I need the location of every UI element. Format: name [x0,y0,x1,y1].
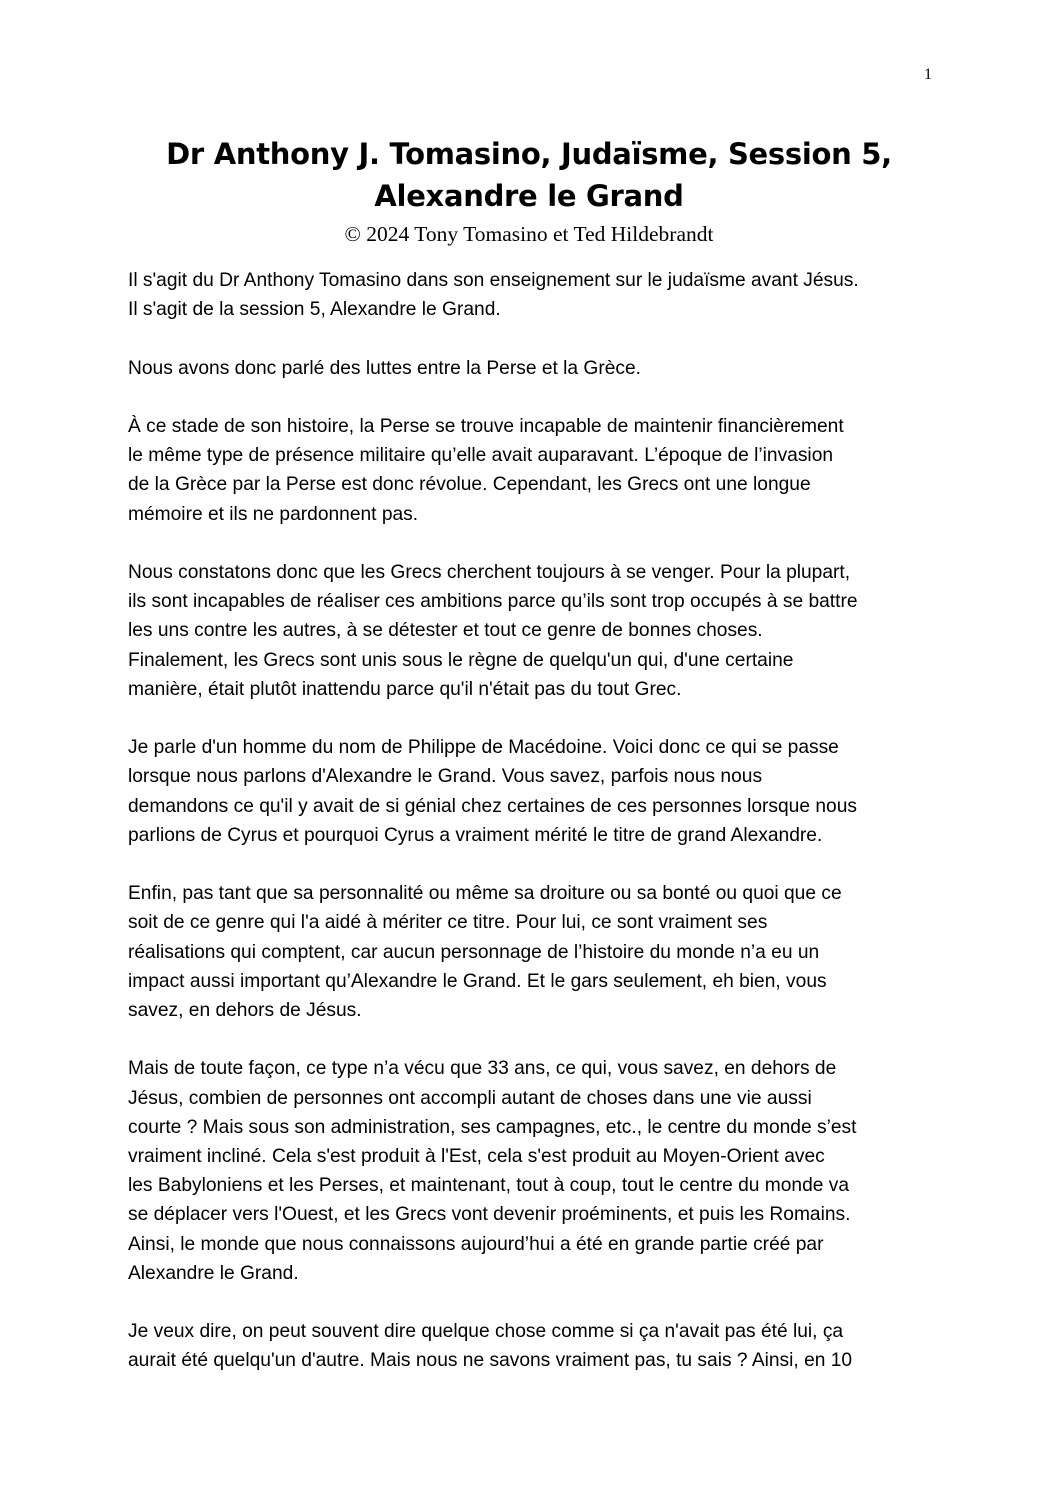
document-body [128,266,934,1405]
paragraph: Je parle d'un homme du nom de Philippe de Macédoine. Voici donc ce qui se passe lorsque nous parlons d'Alexandre le Grand. Vous savez, parfois nous nous demandons ce qu'il y avait de si génial chez certaines de ces personnes lorsque nous parlions de Cyrus et pourquoi Cyrus a vraiment mérité le titre de grand Alexandre. [128,737,857,846]
paragraph: Nous avons donc parlé des luttes entre la Perse et la Grèce. [128,357,642,379]
paragraph: Enfin, pas tant que sa personnalité ou même sa droiture ou sa bonté ou quoi que ce soit de ce genre qui l'a aidé à mériter ce titre. Pour lui, ce sont vraiment ses réalisations qui comptent, car aucun personnage de l’histoire du monde n’a eu un impact aussi important qu’Alexandre le Grand. Et le gars seulement, eh bien, vous savez, en dehors de Jésus. [128,883,842,1021]
paragraph: Il s'agit du Dr Anthony Tomasino dans son enseignement sur le judaïsme avant Jésus. Il s'agit de la session 5, Alexandre le Grand. [128,270,859,321]
copyright-line: © 2024 Tony Tomasino et Ted Hildebrandt [344,222,714,246]
paragraph: À ce stade de son histoire, la Perse se trouve incapable de maintenir financièrement le même type de présence militaire qu’elle avait auparavant. L’époque de l’invasion de la Grèce par la Perse est donc révolue. Cependant, les Grecs ont une longue mémoire et ils ne pardonnent pas. [128,415,844,525]
page-number: 1 [924,66,932,83]
paragraph: Je veux dire, on peut souvent dire quelque chose comme si ça n'avait pas été lui, ça aurait été quelqu'un d'autre. Mais nous ne savons vraiment pas, tu sais ? Ainsi, en 10 [128,1321,853,1372]
paragraph: Nous constatons donc que les Grecs cherchent toujours à se venger. Pour la plupart, ils sont incapables de réaliser ces ambitions parce qu’ils sont trop occupés à se battre les uns contre les autres, à se détester et tout ce genre de bonnes choses. Finalement, les Grecs sont unis sous le règne de quelqu'un qui, d'une certaine manière, était plutôt inattendu parce qu'il n'était pas du tout Grec. [128,561,858,700]
paragraph: Mais de toute façon, ce type n’a vécu que 33 ans, ce qui, vous savez, en dehors de Jésus, combien de personnes ont accompli autant de choses dans une vie aussi courte ? Mais sous son administration, ses campagnes, etc., le centre du monde s’est vraiment incliné. Cela s'est produit à l'Est, cela s'est produit au Moyen-Orient avec les Babyloniens et les Perses, et maintenant, tout à coup, tout le centre du monde va se déplacer vers l'Ouest, et les Grecs vont devenir proéminents, et puis les Romains. Ainsi, le monde que nous connaissons aujourd’hui a été en grande partie créé par Alexandre le Grand. [128,1058,857,1284]
document-title: Dr Anthony J. Tomasino, Judaïsme, Session 5, Alexandre le Grand [166,137,892,213]
